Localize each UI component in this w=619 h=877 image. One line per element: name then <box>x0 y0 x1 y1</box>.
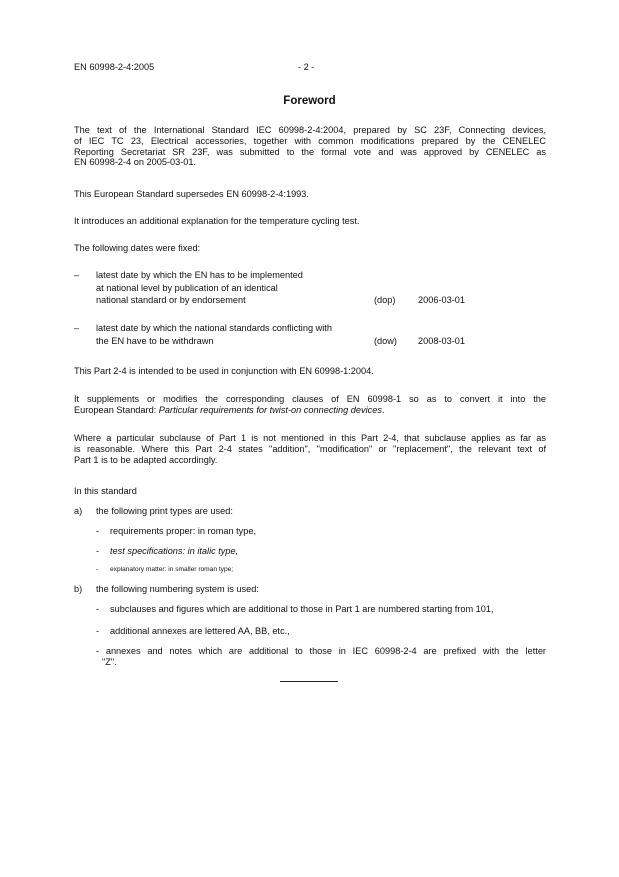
subclause-line: Where a particular subclause of Part 1 is not mentioned in this Part 2-4, that subclause applies as far as <box>74 433 546 443</box>
supplements-prefix: European Standard: <box>74 404 159 415</box>
list-b-item: additional annexes are lettered AA, BB, etc., <box>110 626 290 636</box>
list-b-item: subclauses and figures which are additional to those in Part 1 are numbered starting from 101, <box>110 604 494 614</box>
subclause-paragraph <box>74 433 546 465</box>
list-a-label: a) <box>74 506 83 516</box>
list-a-text: the following print types are used: <box>96 506 233 516</box>
supplements-italic: Particular requirements for twist-on connecting devices <box>158 404 382 415</box>
supplements-suffix: . <box>381 404 385 415</box>
dow-code: (dow) <box>374 336 397 346</box>
list-dash: - <box>96 604 100 614</box>
list-a-item-small: explanatory matter: in smaller roman type; <box>110 566 234 573</box>
header-page-number: - 2 - <box>298 62 315 72</box>
header-document-id: EN 60998-2-4:2005 <box>74 62 155 72</box>
dates-dash: – <box>74 323 80 333</box>
dow-line: latest date by which the national standards conflicting with <box>96 323 332 333</box>
closing-rule <box>280 681 338 682</box>
intro-paragraph <box>74 125 546 168</box>
list-b-last-line: - annexes and notes which are additional to those in IEC 60998-2-4 are prefixed with the letter <box>96 646 546 656</box>
supersedes-text: This European Standard supersedes EN 60998-2-4:1993. <box>74 189 309 199</box>
dop-date: 2006-03-01 <box>418 295 465 305</box>
dow-date: 2008-03-01 <box>418 336 465 346</box>
intro-line: Reporting Secretariat SR 23F, was submitted to the formal vote and was approved by CENELEC as <box>74 146 546 157</box>
list-b-last-item <box>96 646 546 668</box>
supplements-paragraph <box>74 394 546 416</box>
list-b-label: b) <box>74 584 83 594</box>
subclause-line: is reasonable. Where this Part 2-4 states "addition", "modification" or "replacement", the relevant text of <box>74 443 546 454</box>
intro-line: EN 60998-2-4 on 2005-03-01. <box>74 157 197 168</box>
dow-line: the EN have to be withdrawn <box>96 336 214 346</box>
introduces-text: It introduces an additional explanation for the temperature cycling test. <box>74 216 360 226</box>
intro-line: of IEC TC 23, Electrical accessories, together with common modifications prepared by the CENELEC <box>74 135 546 146</box>
in-standard-text: In this standard <box>74 486 137 496</box>
list-dash: - <box>96 526 100 536</box>
list-dash: - <box>96 546 100 556</box>
dop-line: at national level by publication of an identical <box>96 283 278 293</box>
subclause-line: Part 1 is to be adapted accordingly. <box>74 454 218 465</box>
list-b-last-line: "Z". <box>102 656 117 667</box>
supplements-line <box>74 405 546 416</box>
dop-code: (dop) <box>374 295 396 305</box>
dop-line: national standard or by endorsement <box>96 295 246 305</box>
list-dash: - <box>96 566 99 573</box>
list-dash: - <box>96 626 100 636</box>
dop-line: latest date by which the EN has to be implemented <box>96 270 303 280</box>
page-title: Foreword <box>283 95 336 107</box>
supplements-line: It supplements or modifies the corresponding clauses of EN 60998-1 so as to convert it into the <box>74 394 546 404</box>
list-a-item-italic: test specifications: in italic type, <box>110 546 239 556</box>
intro-line: The text of the International Standard IEC 60998-2-4:2004, prepared by SC 23F, Connecting devices, <box>74 125 546 135</box>
dates-dash: – <box>74 270 80 280</box>
list-b-text: the following numbering system is used: <box>96 584 259 594</box>
dates-intro-text: The following dates were fixed: <box>74 243 201 253</box>
conjunction-text: This Part 2-4 is intended to be used in conjunction with EN 60998-1:2004. <box>74 366 374 376</box>
list-a-item-roman: requirements proper: in roman type, <box>110 526 257 536</box>
